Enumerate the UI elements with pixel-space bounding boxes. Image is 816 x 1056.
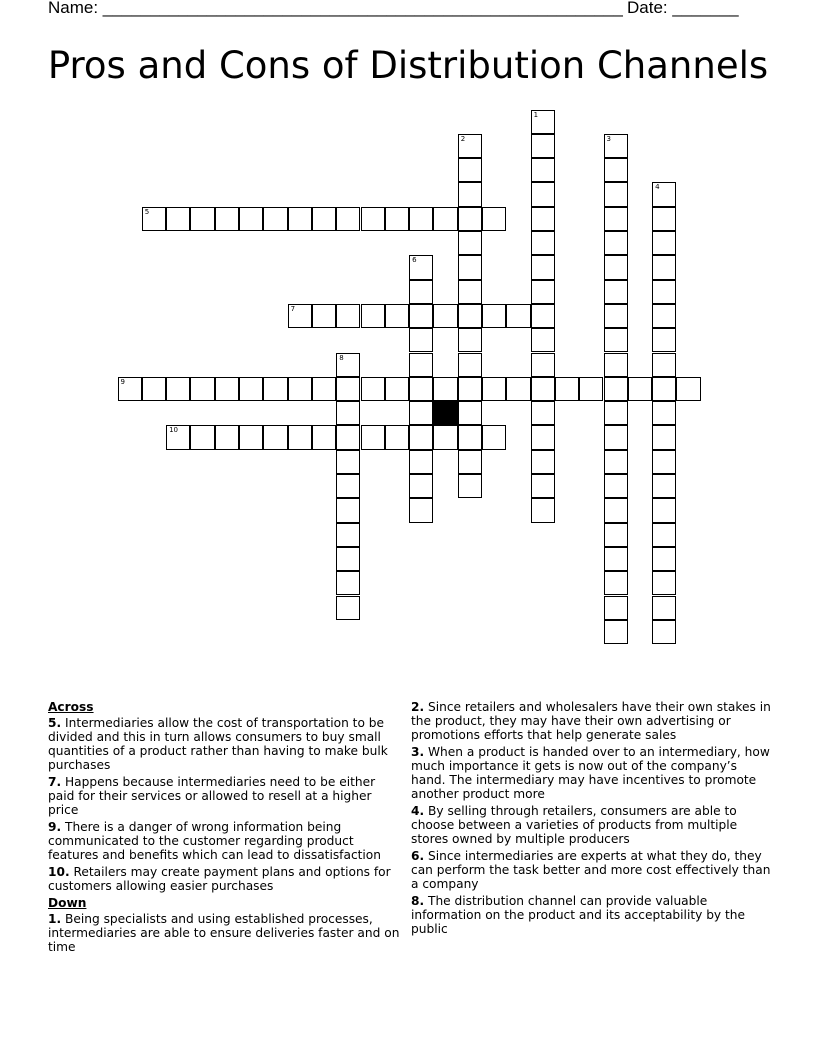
grid-cell[interactable]	[531, 353, 555, 377]
clue-text: Since retailers and wholesalers have their own stakes in the product, they may have their own advertising or promotions efforts that help generate sales	[411, 700, 771, 742]
grid-cell[interactable]	[531, 207, 555, 231]
clue-number: 4.	[411, 804, 425, 818]
clue-number: 7.	[48, 775, 62, 789]
grid-cell[interactable]	[652, 207, 676, 231]
grid-cell[interactable]	[604, 523, 628, 547]
grid-cell[interactable]	[409, 425, 433, 449]
clue-text: Retailers may create payment plans and options for customers allowing easier purchases	[48, 865, 391, 893]
grid-cell[interactable]	[385, 207, 409, 231]
grid-cell[interactable]	[239, 425, 263, 449]
grid-cell[interactable]	[458, 280, 482, 304]
clue-number-9: 9	[120, 377, 125, 386]
grid-cell[interactable]	[604, 182, 628, 206]
clue-8	[411, 894, 771, 936]
grid-cell[interactable]	[166, 425, 190, 449]
clue-7	[48, 775, 402, 817]
grid-cell[interactable]	[361, 425, 385, 449]
grid-cell[interactable]	[312, 425, 336, 449]
grid-cell[interactable]	[531, 401, 555, 425]
grid-cell[interactable]	[652, 425, 676, 449]
grid-cell[interactable]	[239, 207, 263, 231]
clue-6	[411, 849, 771, 891]
grid-cell[interactable]	[458, 231, 482, 255]
clue-number: 3.	[411, 745, 425, 759]
grid-cell[interactable]	[409, 377, 433, 401]
grid-cell[interactable]	[531, 280, 555, 304]
grid-cell[interactable]	[604, 353, 628, 377]
grid-cell[interactable]	[166, 377, 190, 401]
clue-number: 8.	[411, 894, 425, 908]
grid-cell[interactable]	[531, 377, 555, 401]
grid-cell[interactable]	[604, 596, 628, 620]
clue-text: By selling through retailers, consumers are able to choose between a varieties of products from multiple stores owned by multiple producers	[411, 804, 738, 846]
grid-cell[interactable]	[312, 377, 336, 401]
grid-cell[interactable]	[604, 158, 628, 182]
clue-number: 2.	[411, 700, 425, 714]
grid-cell[interactable]	[531, 304, 555, 328]
clue-number-4: 4	[655, 183, 660, 192]
grid-cell[interactable]	[336, 401, 360, 425]
grid-cell[interactable]	[652, 596, 676, 620]
grid-cell[interactable]	[652, 255, 676, 279]
grid-cell[interactable]	[652, 450, 676, 474]
grid-cell[interactable]	[458, 207, 482, 231]
grid-cell[interactable]	[531, 498, 555, 522]
clue-2	[411, 700, 771, 742]
grid-cell[interactable]	[458, 377, 482, 401]
clues-right-column	[411, 700, 771, 939]
grid-cell[interactable]	[142, 377, 166, 401]
grid-cell[interactable]	[215, 207, 239, 231]
grid-cell[interactable]	[409, 280, 433, 304]
grid-cell[interactable]	[531, 255, 555, 279]
grid-cell[interactable]	[336, 596, 360, 620]
clue-number: 1.	[48, 912, 62, 926]
grid-cell[interactable]	[336, 207, 360, 231]
clue-10	[48, 865, 402, 893]
grid-cell[interactable]	[604, 231, 628, 255]
clue-5	[48, 716, 402, 772]
grid-cell[interactable]	[118, 377, 142, 401]
grid-cell[interactable]	[361, 377, 385, 401]
grid-cell[interactable]	[482, 377, 506, 401]
grid-cell[interactable]	[604, 377, 628, 401]
grid-cell[interactable]	[142, 207, 166, 231]
grid-cell[interactable]	[458, 255, 482, 279]
clues-left-column	[48, 700, 402, 957]
grid-cell[interactable]	[482, 207, 506, 231]
clue-number-5: 5	[144, 207, 150, 216]
clue-number-2: 2	[460, 134, 466, 143]
grid-cell[interactable]	[458, 158, 482, 182]
grid-cell[interactable]	[458, 182, 482, 206]
grid-cell[interactable]	[652, 474, 676, 498]
grid-cell[interactable]	[385, 377, 409, 401]
grid-cell[interactable]	[336, 353, 360, 377]
clue-number-3: 3	[606, 134, 611, 143]
grid-cell[interactable]	[336, 571, 360, 595]
clue-number-8: 8	[339, 353, 344, 362]
grid-cell[interactable]	[409, 401, 433, 425]
grid-cell[interactable]	[288, 207, 312, 231]
grid-cell[interactable]	[652, 182, 676, 206]
grid-cell[interactable]	[336, 425, 360, 449]
grid-cell[interactable]	[531, 182, 555, 206]
grid-cell[interactable]	[263, 377, 287, 401]
grid-cell[interactable]	[604, 255, 628, 279]
grid-cell[interactable]	[336, 377, 360, 401]
blocked-cell	[433, 401, 457, 425]
grid-cell[interactable]	[531, 474, 555, 498]
across-heading: Across	[48, 700, 94, 714]
grid-cell[interactable]	[312, 207, 336, 231]
grid-cell[interactable]	[604, 620, 628, 644]
grid-cell[interactable]	[531, 328, 555, 352]
grid-cell[interactable]	[604, 571, 628, 595]
grid-cell[interactable]	[433, 377, 457, 401]
grid-cell[interactable]	[604, 425, 628, 449]
grid-cell[interactable]	[458, 450, 482, 474]
grid-cell[interactable]	[604, 450, 628, 474]
grid-cell[interactable]	[336, 498, 360, 522]
down-heading: Down	[48, 896, 87, 910]
clue-text: Intermediaries allow the cost of transportation to be divided and this in turn allows consumers to buy small quantities of a product rather than having to make bulk purchases	[48, 716, 388, 772]
grid-cell[interactable]	[458, 353, 482, 377]
grid-cell[interactable]	[604, 547, 628, 571]
grid-cell[interactable]	[531, 158, 555, 182]
grid-cell[interactable]	[409, 498, 433, 522]
grid-cell[interactable]	[628, 377, 652, 401]
grid-cell[interactable]	[506, 304, 530, 328]
grid-cell[interactable]	[458, 474, 482, 498]
clue-1	[48, 912, 402, 954]
clue-number: 9.	[48, 820, 62, 834]
grid-cell[interactable]	[385, 425, 409, 449]
grid-cell[interactable]	[652, 353, 676, 377]
page-title: Pros and Cons of Distribution Channels	[47, 44, 769, 87]
clue-9	[48, 820, 402, 862]
grid-cell[interactable]	[531, 425, 555, 449]
grid-cell[interactable]	[604, 498, 628, 522]
grid-cell[interactable]	[579, 377, 603, 401]
grid-cell[interactable]	[190, 425, 214, 449]
clue-4	[411, 804, 771, 846]
grid-cell[interactable]	[409, 450, 433, 474]
grid-cell[interactable]	[652, 498, 676, 522]
grid-cell[interactable]	[215, 425, 239, 449]
grid-cell[interactable]	[458, 425, 482, 449]
grid-cell[interactable]	[506, 377, 530, 401]
grid-cell[interactable]	[652, 231, 676, 255]
clue-3	[411, 745, 771, 801]
grid-cell[interactable]	[433, 304, 457, 328]
grid-cell[interactable]	[652, 401, 676, 425]
clue-text: When a product is handed over to an intermediary, how much importance it gets is now out of the company’s hand. The intermediary may have incentives to promote another product more	[411, 745, 770, 801]
grid-cell[interactable]	[652, 523, 676, 547]
name-field-line[interactable]: Name: _______________________________________________________	[48, 0, 623, 17]
grid-cell[interactable]	[263, 207, 287, 231]
grid-cell[interactable]	[215, 377, 239, 401]
grid-cell[interactable]	[288, 304, 312, 328]
grid-cell[interactable]	[263, 425, 287, 449]
grid-cell[interactable]	[433, 425, 457, 449]
grid-cell[interactable]	[652, 571, 676, 595]
clue-text: The distribution channel can provide valuable information on the product and its acceptability by the public	[411, 894, 746, 936]
grid-cell[interactable]	[604, 401, 628, 425]
grid-cell[interactable]	[482, 425, 506, 449]
grid-cell[interactable]	[604, 328, 628, 352]
grid-cell[interactable]	[652, 328, 676, 352]
grid-cell[interactable]	[433, 207, 457, 231]
clue-text: Being specialists and using established processes, intermediaries are able to ensure deliveries faster and on time	[48, 912, 400, 954]
grid-cell[interactable]	[652, 377, 676, 401]
grid-cell[interactable]	[652, 280, 676, 304]
grid-cell[interactable]	[361, 207, 385, 231]
clue-text: Happens because intermediaries need to be either paid for their services or allowed to resell at a higher price	[48, 775, 376, 817]
grid-cell[interactable]	[336, 450, 360, 474]
grid-cell[interactable]	[409, 304, 433, 328]
grid-cell[interactable]	[190, 207, 214, 231]
grid-cell[interactable]	[555, 377, 579, 401]
grid-cell[interactable]	[458, 401, 482, 425]
clue-text: There is a danger of wrong information being communicated to the customer regarding product features and benefits which can lead to dissatisfaction	[48, 820, 381, 862]
grid-cell[interactable]	[531, 110, 555, 134]
clue-number-10: 10	[169, 426, 179, 435]
clue-number: 10.	[48, 865, 70, 879]
grid-cell[interactable]	[409, 328, 433, 352]
clue-number: 5.	[48, 716, 62, 730]
grid-cell[interactable]	[604, 474, 628, 498]
grid-cell[interactable]	[288, 425, 312, 449]
grid-cell[interactable]	[190, 377, 214, 401]
grid-cell[interactable]	[312, 304, 336, 328]
clue-number-7: 7	[290, 304, 296, 313]
grid-cell[interactable]	[166, 207, 190, 231]
grid-cell[interactable]	[652, 304, 676, 328]
grid-cell[interactable]	[336, 523, 360, 547]
grid-cell[interactable]	[458, 134, 482, 158]
grid-cell[interactable]	[604, 207, 628, 231]
date-field-line[interactable]: Date: _______	[627, 0, 739, 17]
grid-cell[interactable]	[482, 304, 506, 328]
grid-cell[interactable]	[361, 304, 385, 328]
clue-number-6: 6	[412, 256, 417, 265]
grid-cell[interactable]	[604, 304, 628, 328]
grid-cell[interactable]	[409, 474, 433, 498]
grid-cell[interactable]	[531, 134, 555, 158]
grid-cell[interactable]	[336, 304, 360, 328]
grid-cell[interactable]	[336, 474, 360, 498]
grid-cell[interactable]	[604, 280, 628, 304]
grid-cell[interactable]	[336, 547, 360, 571]
clue-number-1: 1	[533, 110, 539, 119]
grid-cell[interactable]	[676, 377, 700, 401]
grid-cell[interactable]	[604, 134, 628, 158]
grid-cell[interactable]	[652, 547, 676, 571]
grid-cell[interactable]	[385, 304, 409, 328]
grid-cell[interactable]	[458, 304, 482, 328]
grid-cell[interactable]	[531, 231, 555, 255]
grid-cell[interactable]	[458, 328, 482, 352]
grid-cell[interactable]	[239, 377, 263, 401]
grid-cell[interactable]	[409, 207, 433, 231]
grid-cell[interactable]	[409, 255, 433, 279]
clue-text: Since intermediaries are experts at what they do, they can perform the task better and more cost effectively than a company	[411, 849, 771, 891]
grid-cell[interactable]	[288, 377, 312, 401]
grid-cell[interactable]	[652, 620, 676, 644]
grid-cell[interactable]	[409, 353, 433, 377]
grid-cell[interactable]	[531, 450, 555, 474]
clue-number: 6.	[411, 849, 425, 863]
